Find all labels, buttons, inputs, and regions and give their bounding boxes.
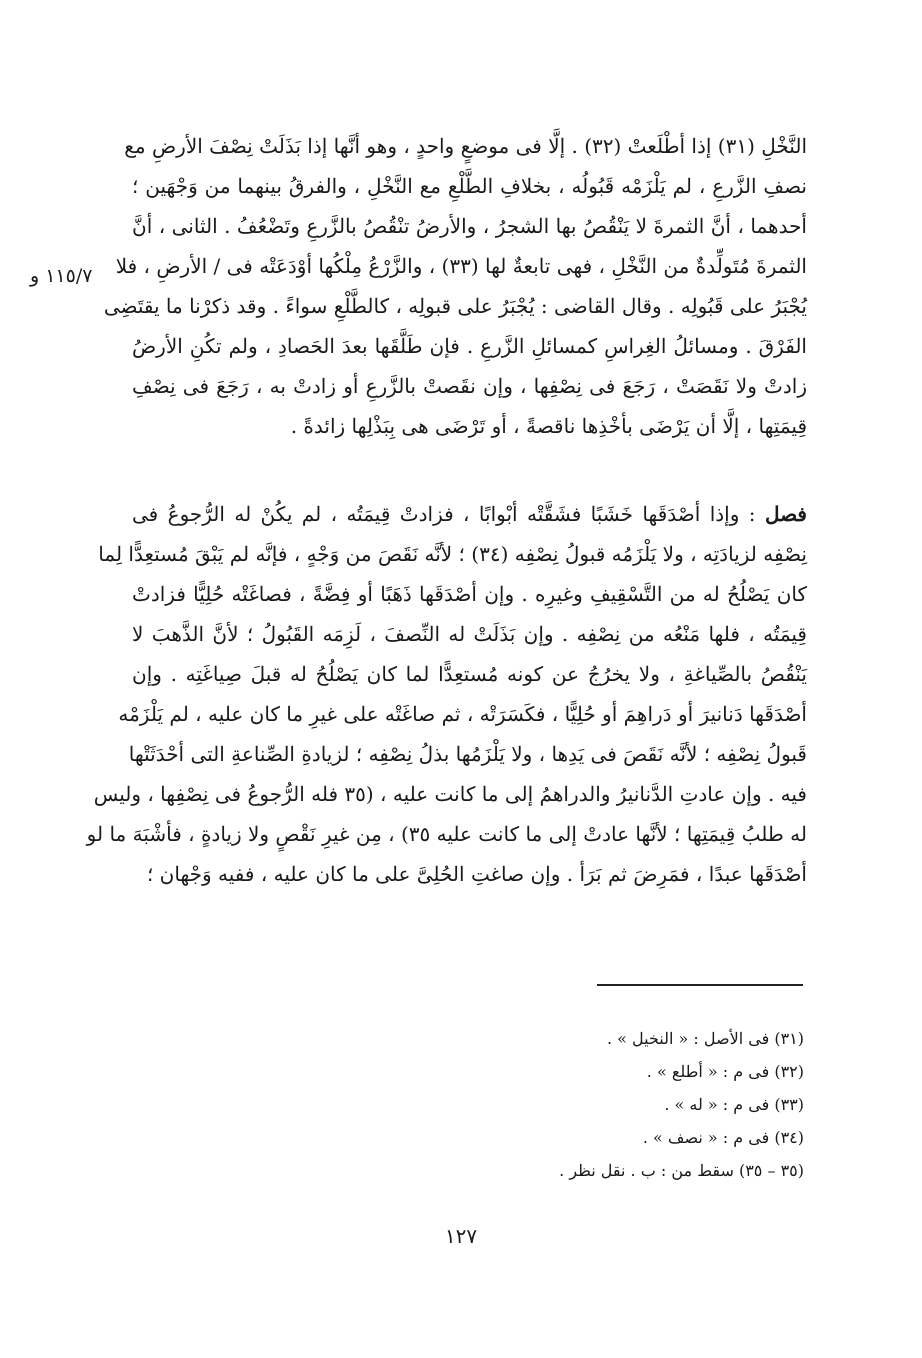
footnote: (٣١) فى الأصل : « النخيل » . — [606, 1029, 804, 1048]
footnotes — [444, 1022, 804, 1187]
text-line: أحدهما ، أنَّ الثمرةَ لا يَنْقُصُ بها الشجرُ ، والأرضُ تنْقُصُ بالزَّرعِ وتَضْعُفُ . الثانى ، أنَّ — [132, 214, 807, 238]
text-line: قِيمَتِها ، إلَّا أن يَرْضَى بأخْذِها ناقصةً ، أو تَرْضَى هى بِبَذْلِها زائدةً . — [290, 414, 807, 438]
text-line: فيه . وإن عادتِ الدَّنانيرُ والدراهمُ إلى ما كانت عليه ، (٣٥ فله الرُّجوعُ فى نِصْفِها ، وليس — [93, 782, 807, 806]
manuscript-folio-note: ١١٥/٧ و — [30, 265, 93, 287]
paragraph-1 — [103, 126, 807, 446]
text-line: أصْدَقَها عبدًا ، فمَرِضَ ثم بَرَأ . وإن صاغتِ الحُلِىَّ على ما كان عليه ، ففيه وَجْهان ؛ — [146, 862, 807, 886]
text-line: نِصْفِه لزيادَتِه ، ولا يَلْزَمُه قبولُ نِصْفِه (٣٤) ؛ لأنَّه نَقَصَ من وَجْهٍ ، فإنَّه لم يَبْقَ مُستعِدًّا لِما — [98, 542, 807, 566]
footnote-divider — [597, 984, 803, 986]
text-line-rest: : وإذا أصْدَقَها خَشَبًا فشَقَّتْه أبْوابًا ، فزادتْ قِيمَتُه ، لم يكُنْ له الرُّجوعُ فى — [132, 502, 765, 526]
text-line-first — [132, 494, 807, 534]
text-line: أصْدَقَها دَنانيرَ أو دَراهِمَ أو حُلِيًّا ، فكَسَرَتْه ، ثم صاغَتْه على غيرِ ما كان عليه ، لم يَلْزَمْه — [118, 702, 807, 726]
text-line: يَنْقُصُ بالصِّياغةِ ، ولا يخرُجُ عن كونه مُستعِدًّا لما كان يَصْلُحُ له قبلَ صِياغَتِه . وإن — [132, 662, 807, 686]
text-line: النَّخْلِ (٣١) إذا أطْلَعتْ (٣٢) . إلَّا فى موضعٍ واحدٍ ، وهو أنَّها إذا بَذَلَتْ نِصْفَ الأرضِ مع — [124, 134, 807, 158]
section-label: فصل — [764, 502, 807, 526]
page-number: ١٢٧ — [444, 1224, 478, 1248]
text-line: زادتْ ولا نَقَصَتْ ، رَجَعَ فى نِصْفِها ، وإن نقَصتْ بالزَّرعِ أو زادتْ به ، رَجَعَ فى نِصْفِ — [132, 374, 807, 398]
text-line: قَبولُ نِصْفِه ؛ لأنَّه نَقَصَ فى يَدِها ، ولا يَلْزَمُها بذلُ نِصْفِه ؛ لزيادةِ الصِّناعةِ التى أحْدَثَتْها — [128, 742, 807, 766]
footnote: (٣٥ – ٣٥) سقط من : ب . نقل نظر . — [559, 1161, 804, 1180]
paragraph-2 — [86, 494, 807, 894]
text-line: يُجْبَرُ على قَبُولِه . وقال القاضى : يُجْبَرُ على قبولِه ، كالطَّلْعِ سواءً . وقد ذكرْنا ما يقتَضِى — [103, 294, 807, 318]
footnote: (٣٢) فى م : « أطلع » . — [646, 1062, 804, 1081]
footnote: (٣٤) فى م : « نصف » . — [642, 1128, 804, 1147]
text-line: الثمرةَ مُتَولِّدةٌ من النَّخْلِ ، فهى تابعةٌ لها (٣٣) ، والزَّرْعُ مِلْكُها أوْدَعَتْه فى / الأرضِ ، فلا — [115, 254, 807, 278]
text-line: قِيمَتُه ، فلها مَنْعُه من نِصْفِه . وإن بَذَلَتْ له النِّصفَ ، لَزِمَه القَبُولُ ؛ لأنَّ الذَّهبَ لا — [132, 622, 807, 646]
footnote: (٣٣) فى م : « له » . — [664, 1095, 804, 1114]
text-line: كان يَصْلُحُ له من التَّسْقِيفِ وغيرِه . وإن أصْدَقَها ذَهَبًا أو فِضَّةً ، فصاغَتْه حُلِيًّا فزادتْ — [132, 582, 807, 606]
text-line: الفَرْقَ . ومسائلُ الغِراسِ كمسائلِ الزَّرعِ . فإن طَلَّقَها بعدَ الحَصادِ ، ولم تكُنِ الأرضُ — [132, 334, 807, 358]
text-line: له طلبُ قِيمَتِها ؛ لأنَّها عادتْ إلى ما كانت عليه ٣٥) ، مِن غيرِ نَقْصٍ ولا زيادةٍ ، فأشْبَهَ ما لو — [86, 822, 807, 846]
text-line: نصفِ الزَّرعِ ، لم يَلْزَمْه قَبُولُه ، بخلافِ الطَّلْعِ مع النَّخْلِ ، والفرقُ بينهما من وَجْهَين ؛ — [132, 174, 807, 198]
